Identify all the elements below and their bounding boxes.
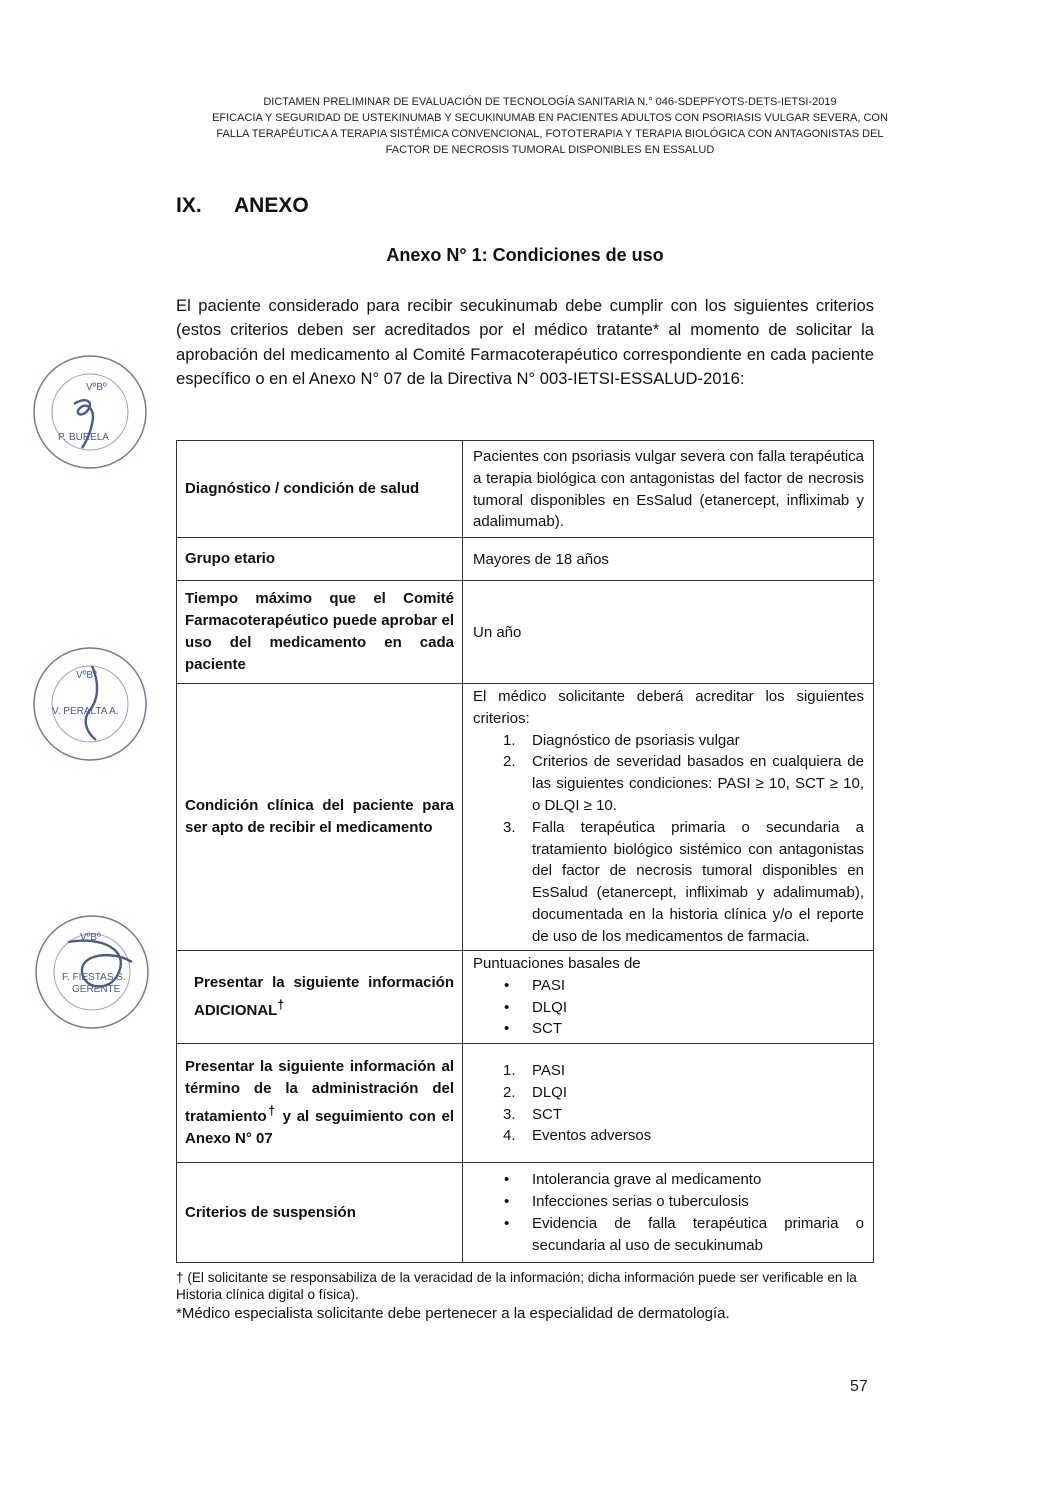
list-text: PASI bbox=[532, 976, 566, 994]
dagger-mark: † bbox=[266, 1104, 277, 1118]
table-row bbox=[177, 441, 874, 538]
list-item bbox=[473, 1125, 864, 1147]
bullet: • bbox=[504, 1215, 510, 1232]
label-text: y al seguimiento con el Anexo N° 07 bbox=[185, 1108, 454, 1147]
section-heading bbox=[176, 194, 309, 218]
row-value-age-group: Mayores de 18 años bbox=[463, 538, 874, 581]
clinical-criteria-list bbox=[473, 730, 864, 948]
table-row bbox=[177, 1044, 874, 1163]
row-label-suspension-criteria: Criterios de suspensión bbox=[177, 1163, 463, 1263]
list-text: Falla terapéutica primaria o secundaria a tratamiento biológico sistémico con antagonistas del factor de necrosis tumoral disponibles en EsSalud (etanercept, infliximab y adalimumab), documentada en la historia clínica y/o el reporte de uso de los medicamentos de farmacia. bbox=[532, 818, 864, 945]
list-text: Evidencia de falla terapéutica primaria o secundaria al uso de secukinumab bbox=[532, 1215, 864, 1254]
document-header bbox=[150, 94, 950, 158]
list-text: Diagnóstico de psoriasis vulgar bbox=[532, 731, 740, 749]
row-value-max-time: Un año bbox=[463, 581, 874, 684]
label-text: Presentar la siguiente información al término de la administración del tratamiento bbox=[185, 1058, 454, 1125]
row-label-clinical-condition: Condición clínica del paciente para ser apto de recibir el medicamento bbox=[177, 684, 463, 951]
row-value-diagnosis: Pacientes con psoriasis vulgar severa con falla terapéutica a terapia biológica con antagonistas del factor de necrosis tumoral disponibles en EsSalud (etanercept, infliximab y adalimumab). bbox=[463, 441, 874, 538]
stamp-vb: VºBº bbox=[86, 382, 107, 393]
list-item bbox=[473, 975, 864, 997]
list-text: DLQI bbox=[532, 998, 568, 1016]
list-item bbox=[473, 730, 864, 752]
header-line-2: EFICACIA Y SEGURIDAD DE USTEKINUMAB Y SECUKINUMAB EN PACIENTES ADULTOS CON PSORIASIS VULGAR SEVERA, CON bbox=[212, 112, 888, 124]
dagger-mark: † bbox=[277, 998, 285, 1012]
row-label-end-of-treatment bbox=[177, 1044, 463, 1163]
end-of-treatment-list bbox=[473, 1060, 864, 1147]
stamp-name: F. FIESTAS S. bbox=[62, 972, 126, 983]
label-text: Presentar la siguiente información ADICIONAL bbox=[194, 974, 454, 1019]
list-number: 1. bbox=[503, 1061, 516, 1079]
header-line-3: FALLA TERAPÉUTICA A TERAPIA SISTÉMICA CONVENCIONAL, FOTOTERAPIA Y TERAPIA BIOLÓGICA CON ANTAGONISTAS DEL bbox=[216, 128, 884, 140]
list-text: DLQI bbox=[532, 1083, 568, 1101]
list-item bbox=[473, 1104, 864, 1126]
header-line-4: FACTOR DE NECROSIS TUMORAL DISPONIBLES EN ESSALUD bbox=[385, 144, 715, 156]
header-line-1: DICTAMEN PRELIMINAR DE EVALUACIÓN DE TECNOLOGÍA SANITARIA N.° 046-SDEPFYOTS-DETS-IETSI-2019 bbox=[263, 96, 837, 108]
list-text: Intolerancia grave al medicamento bbox=[532, 1171, 762, 1189]
row-value-additional-info bbox=[463, 951, 874, 1044]
list-text: Eventos adversos bbox=[532, 1127, 652, 1145]
list-item bbox=[473, 997, 864, 1019]
conditions-table bbox=[176, 440, 874, 1263]
table-row bbox=[177, 951, 874, 1044]
footnote-star: *Médico especialista solicitante debe pertenecer a la especialidad de dermatología. bbox=[176, 1305, 730, 1322]
table-row bbox=[177, 1163, 874, 1263]
bullet: • bbox=[504, 998, 510, 1016]
stamp-role: GERENTE bbox=[72, 984, 121, 995]
bullet: • bbox=[504, 1193, 510, 1211]
baseline-scores-intro: Puntuaciones basales de bbox=[473, 955, 641, 972]
stamp-vb: VºBº bbox=[80, 932, 101, 943]
list-text: SCT bbox=[532, 1020, 562, 1038]
bullet: • bbox=[504, 1171, 510, 1189]
approval-stamp-burela bbox=[30, 352, 150, 472]
footnote-dagger: † (El solicitante se responsabiliza de la veracidad de la información; dicha información puede ser verificable en la Historia clínica digital o física). bbox=[176, 1270, 857, 1302]
row-value-suspension-criteria bbox=[463, 1163, 874, 1263]
list-text: Criterios de severidad basados en cualquiera de las siguientes condiciones: PASI ≥ 10, SCT ≥ 10, o DLQI ≥ 10. bbox=[532, 753, 864, 814]
section-number: IX. bbox=[176, 194, 202, 217]
list-item bbox=[473, 817, 864, 948]
row-label-age-group: Grupo etario bbox=[177, 538, 463, 581]
row-label-max-time: Tiempo máximo que el Comité Farmacoterapéutico puede aprobar el uso del medicamento en cada paciente bbox=[177, 581, 463, 684]
list-item bbox=[473, 1018, 864, 1040]
stamp-name: V. PERALTA A. bbox=[52, 706, 119, 717]
clinical-intro: El médico solicitante deberá acreditar los siguientes criterios: bbox=[473, 688, 864, 727]
list-text: SCT bbox=[532, 1105, 562, 1123]
list-item bbox=[473, 1213, 864, 1257]
table-row bbox=[177, 684, 874, 951]
list-item bbox=[473, 1169, 864, 1191]
baseline-scores-list bbox=[473, 975, 864, 1040]
table-row bbox=[177, 581, 874, 684]
row-value-end-of-treatment bbox=[463, 1044, 874, 1163]
bullet: • bbox=[504, 976, 510, 994]
list-text: PASI bbox=[532, 1061, 566, 1079]
stamp-vb: VºBº bbox=[76, 670, 97, 681]
approval-stamp-peralta bbox=[30, 644, 150, 764]
annex-title: Anexo N° 1: Condiciones de uso bbox=[386, 245, 664, 265]
list-item bbox=[473, 1060, 864, 1082]
list-item bbox=[473, 1082, 864, 1104]
list-number: 2. bbox=[503, 753, 516, 771]
list-number: 1. bbox=[503, 731, 516, 749]
intro-paragraph: El paciente considerado para recibir secukinumab debe cumplir con los siguientes criterios (estos criterios deben ser acreditados por el médico tratante* al momento de solicitar la aprobación del medicamento al Comité Farmacoterapéutico correspondiente en cada paciente específico o en el Anexo N° 07 de la Directiva N° 003-IETSI-ESSALUD-2016: bbox=[176, 296, 874, 388]
list-number: 4. bbox=[503, 1127, 516, 1145]
approval-stamp-fiestas bbox=[32, 912, 152, 1032]
suspension-criteria-list bbox=[473, 1169, 864, 1256]
list-item bbox=[473, 1191, 864, 1213]
list-number: 3. bbox=[503, 818, 516, 836]
bullet: • bbox=[504, 1020, 510, 1038]
row-value-clinical-condition bbox=[463, 684, 874, 951]
list-number: 3. bbox=[503, 1105, 516, 1123]
list-text: Infecciones serias o tuberculosis bbox=[532, 1193, 749, 1211]
stamp-name: P. BURELA bbox=[58, 432, 109, 443]
list-item bbox=[473, 751, 864, 816]
table-row bbox=[177, 538, 874, 581]
page-number: 57 bbox=[850, 1378, 868, 1395]
row-label-additional-info bbox=[177, 951, 463, 1044]
list-number: 2. bbox=[503, 1083, 516, 1101]
row-label-diagnosis: Diagnóstico / condición de salud bbox=[177, 441, 463, 538]
section-title: ANEXO bbox=[234, 194, 309, 217]
